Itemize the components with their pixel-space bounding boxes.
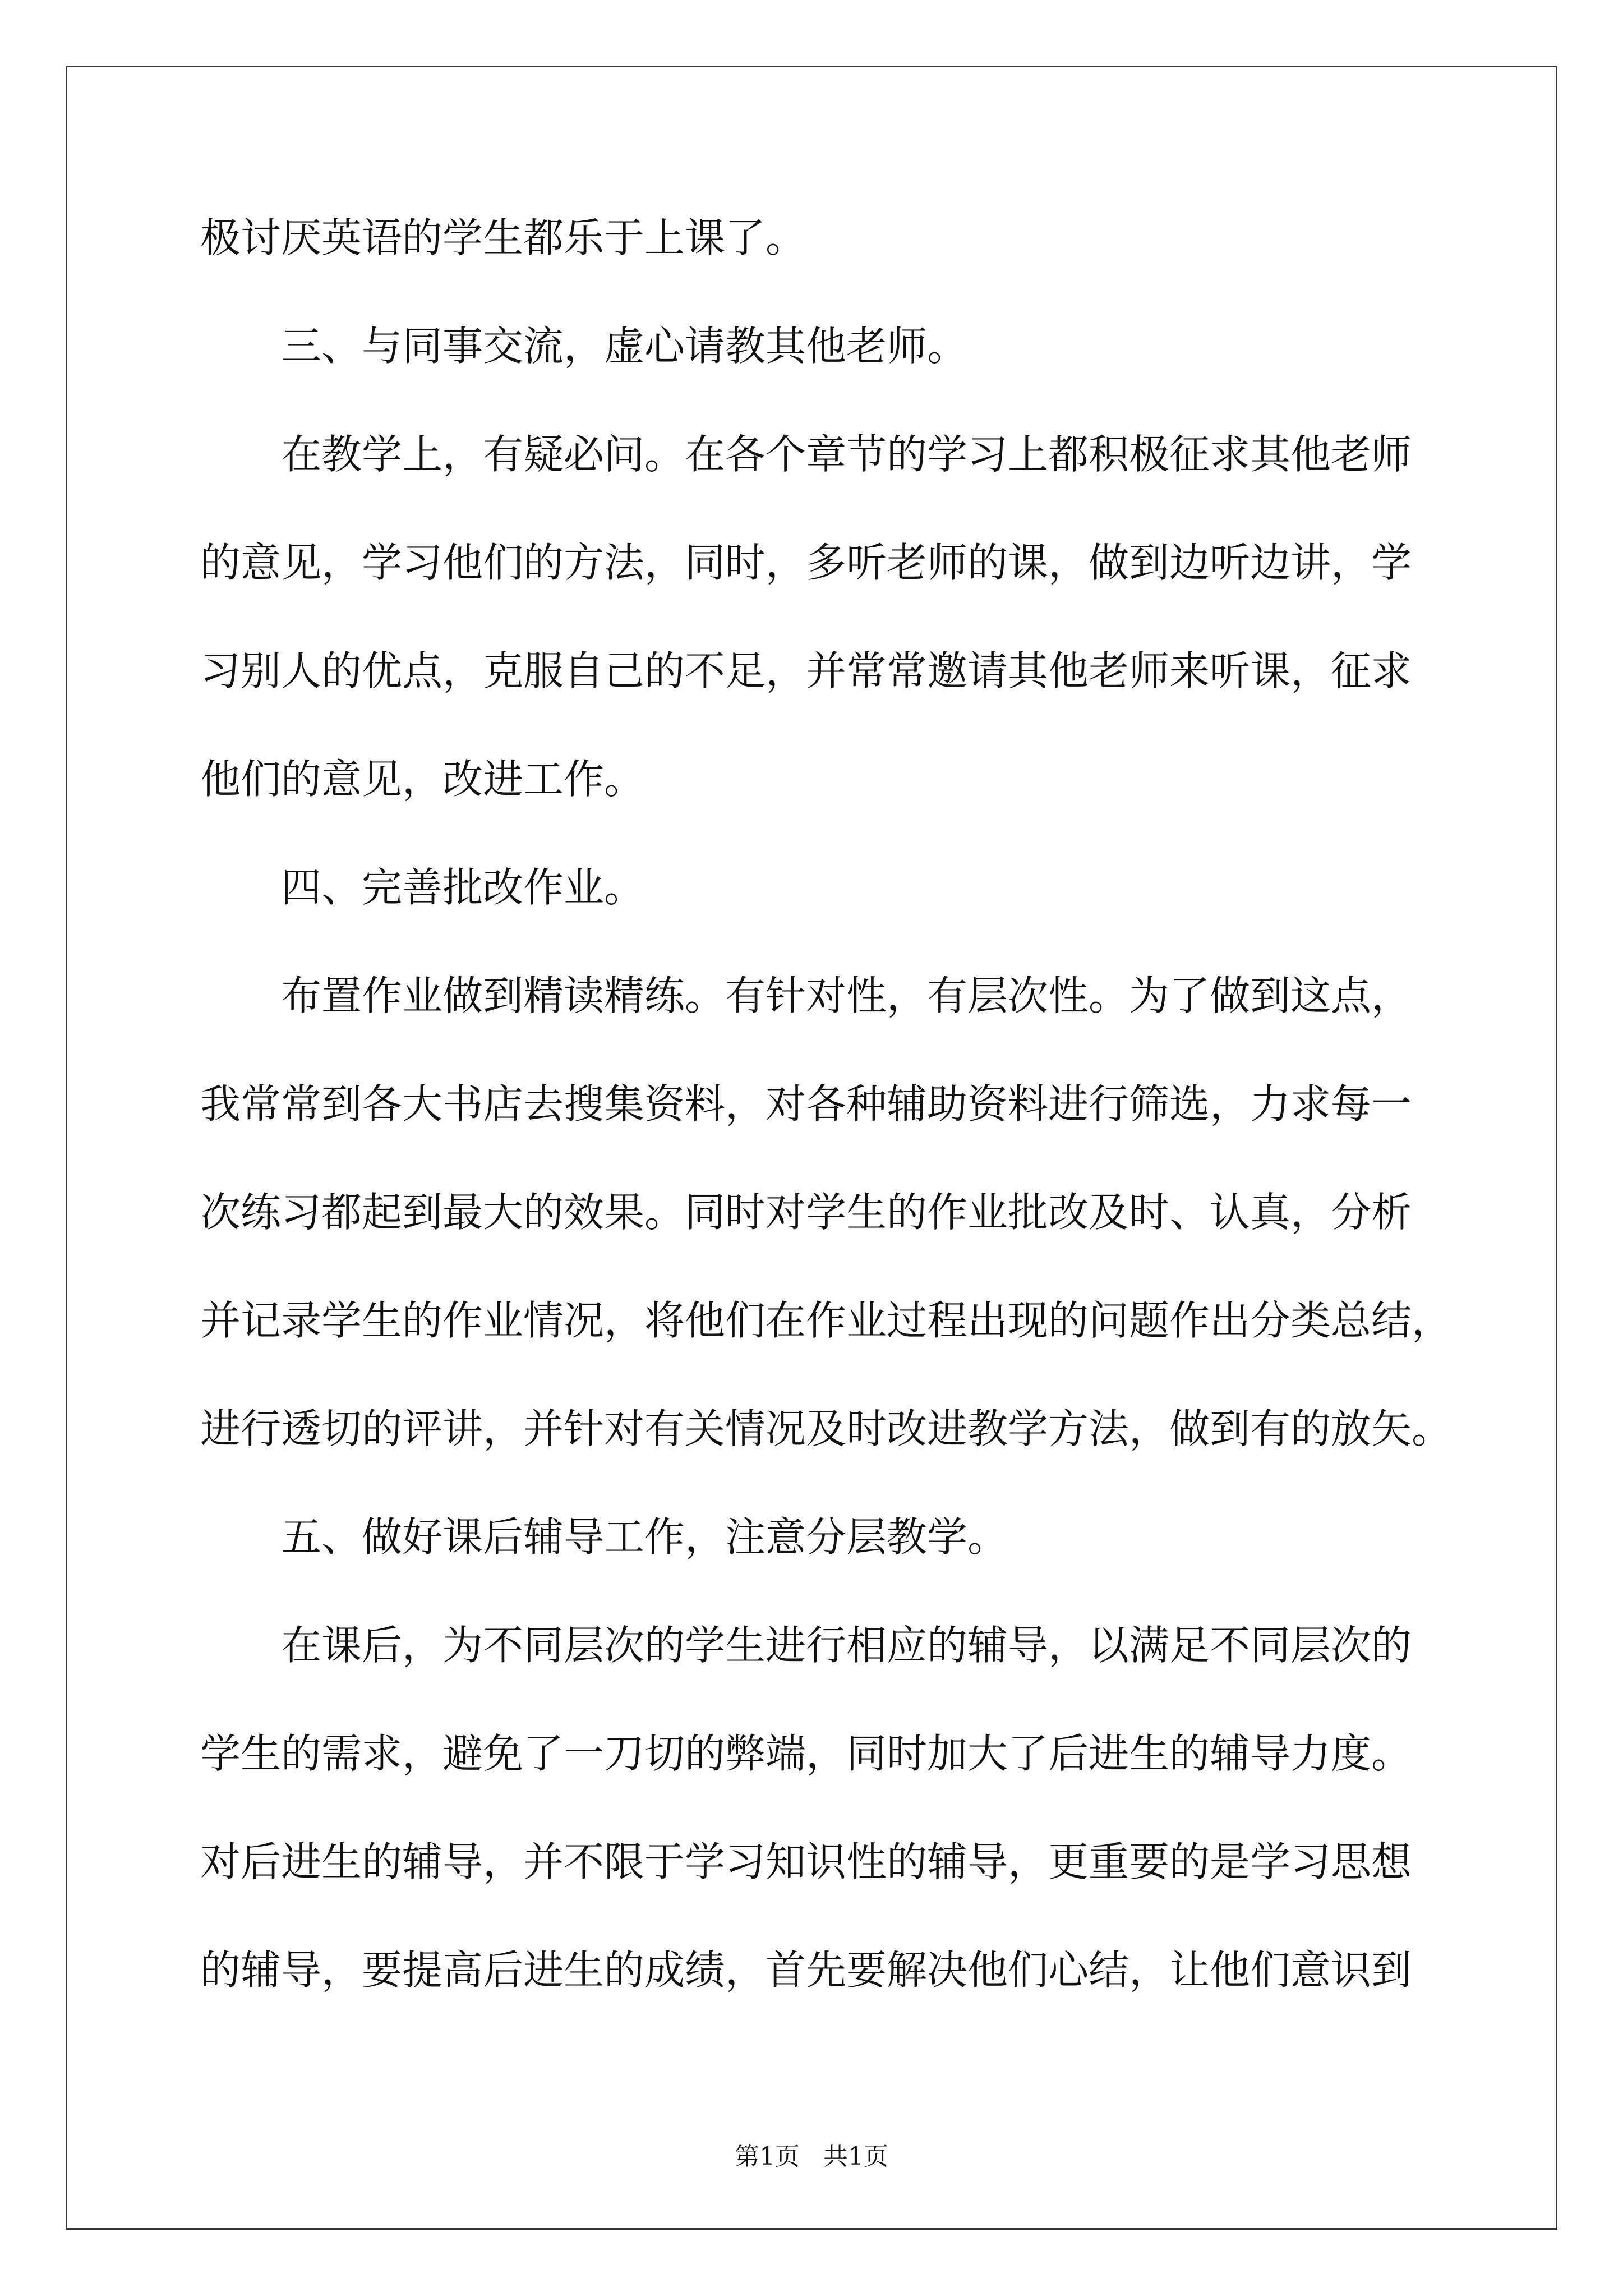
text-line: 次练习都起到最大的效果。同时对学生的作业批改及时、认真，分析 xyxy=(200,1189,1412,1236)
text-line: 的意见，学习他们的方法，同时，多听老师的课，做到边听边讲，学 xyxy=(200,539,1412,586)
text-line: 的辅导，要提高后进生的成绩，首先要解决他们心结，让他们意识到 xyxy=(200,1947,1412,1994)
text-line: 学生的需求，避免了一刀切的弊端，同时加大了后进生的辅导力度。 xyxy=(200,1730,1412,1777)
text-line: 布置作业做到精读精练。有针对性，有层次性。为了做到这点， xyxy=(281,972,1412,1019)
text-line: 四、完善批改作业。 xyxy=(281,864,645,911)
page-number: 第1页 xyxy=(735,2142,800,2171)
page-footer xyxy=(0,2136,1623,2172)
text-line: 五、做好课后辅导工作，注意分层教学。 xyxy=(281,1513,1008,1561)
text-line: 三、与同事交流，虚心请教其他老师。 xyxy=(281,323,968,370)
document-body xyxy=(200,214,1453,2058)
page-total: 共1页 xyxy=(823,2142,888,2171)
text-line: 习别人的优点，克服自己的不足，并常常邀请其他老师来听课，征求 xyxy=(200,647,1412,694)
text-line: 他们的意见，改进工作。 xyxy=(200,756,645,803)
text-line: 在教学上，有疑必问。在各个章节的学习上都积极征求其他老师 xyxy=(281,431,1412,478)
text-line: 并记录学生的作业情况，将他们在作业过程出现的问题作出分类总结， xyxy=(200,1297,1453,1344)
text-line: 我常常到各大书店去搜集资料，对各种辅助资料进行筛选，力求每一 xyxy=(200,1080,1412,1128)
text-line: 极讨厌英语的学生都乐于上课了。 xyxy=(200,214,806,261)
text-line: 在课后，为不同层次的学生进行相应的辅导，以满足不同层次的 xyxy=(281,1622,1412,1669)
text-line: 进行透切的评讲，并针对有关情况及时改进教学方法，做到有的放矢。 xyxy=(200,1405,1453,1452)
text-line: 对后进生的辅导，并不限于学习知识性的辅导，更重要的是学习思想 xyxy=(200,1838,1412,1885)
